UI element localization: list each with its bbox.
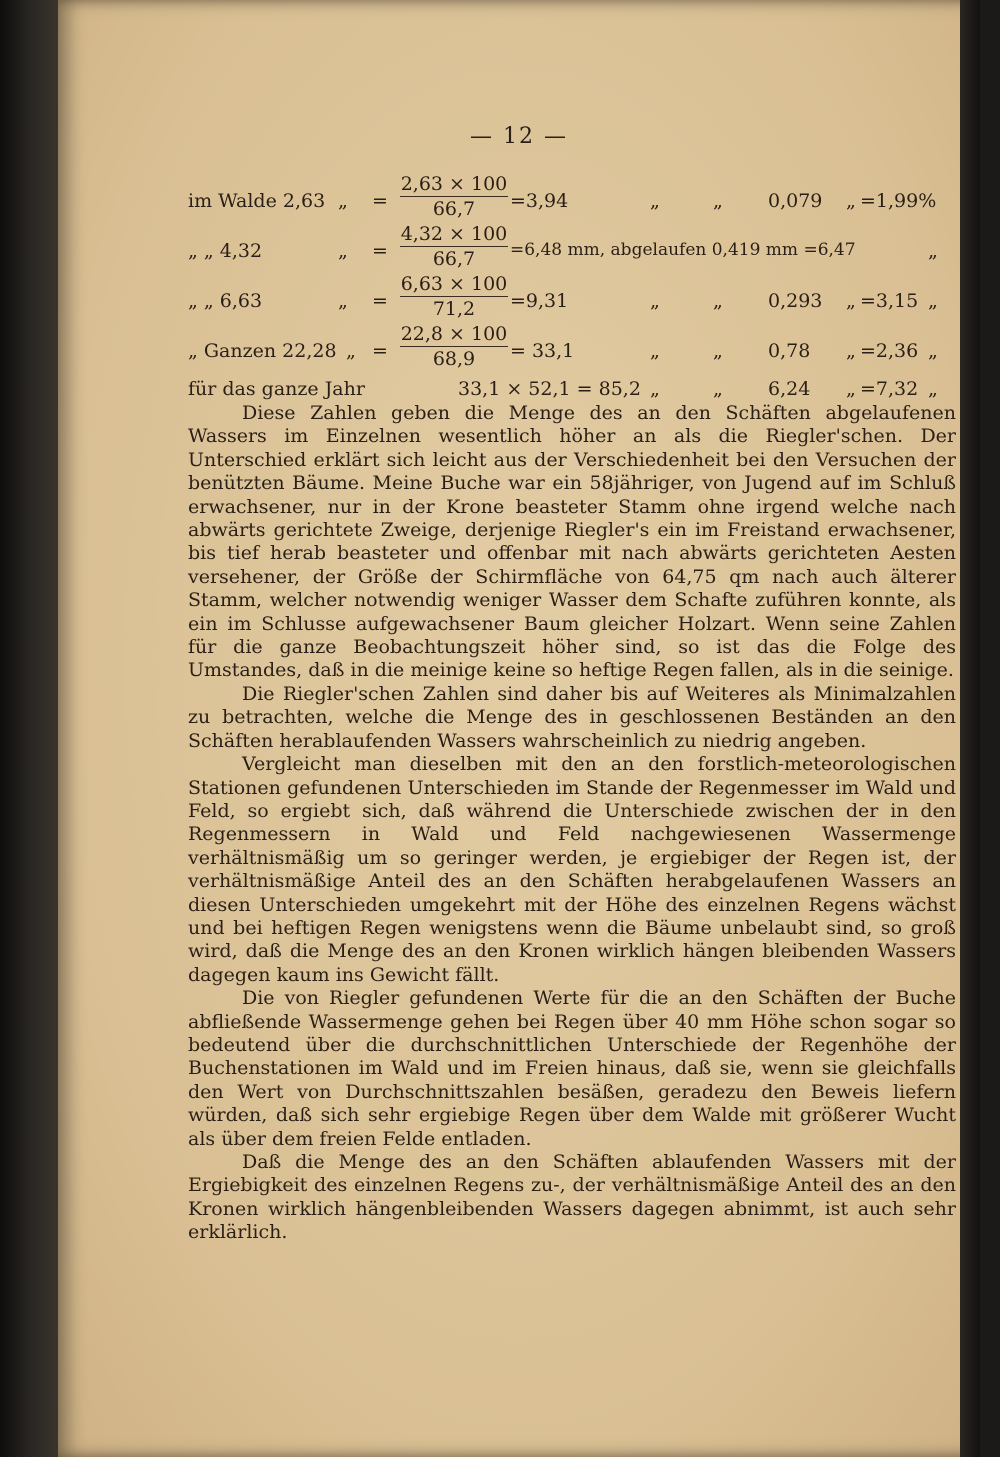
result: =9,31	[510, 290, 569, 312]
ditto-mark: „	[928, 378, 938, 400]
equals-sign: =	[372, 290, 388, 312]
equals-sign: =	[372, 190, 388, 212]
row-label: „ „ 4,32	[188, 240, 263, 262]
paragraph: Daß die Menge des an den Schäften ablaufenden Wassers mit der Ergiebigkeit des einzelnen Regens zu-, der verhältnismäßige Anteil des an den Kronen wirklich hängenbleibenden Wassers dagegen abnimmt, ist auch sehr erklärlich.	[188, 1151, 956, 1244]
paragraph: Vergleicht man dieselben mit den an den forstlich-meteorologischen Stationen gefundenen Unterschieden im Stande der Regenmesser im Wald und Feld, so ergiebt sich, daß während die Unterschiede zwischen der in den Regenmessern in Wald und Feld nachgewiesenen Wassermenge verhältnismäßig um so geringer werden, je ergiebiger der Regen ist, der verhältnismäßige Anteil des an den Schäften herabgelaufenen Wassers an diesen Unterschieden umgekehrt mit der Höhe des einzelnen Regens wächst und bei heftigen Regen wenigstens wenn die Bäume unbelaubt sind, so groß wird, daß die Menge des an den Kronen wirklich hängen bleibenden Wassers dagegen kaum ins Gewicht fällt.	[188, 753, 956, 986]
paragraph: Die Riegler'schen Zahlen sind daher bis auf Weiteres als Minimalzahlen zu betrachten, welche die Menge des in geschlossenen Beständen an den Schäften herablaufenden Wassers wahrscheinlich zu niedrig angeben.	[188, 682, 956, 752]
percent-value: =2,36	[860, 340, 919, 362]
ditto-mark: „	[928, 340, 938, 362]
row-label: im Walde 2,63	[188, 190, 326, 212]
row-label: „ Ganzen 22,28	[188, 340, 337, 362]
ditto-mark: „	[650, 378, 660, 400]
ditto-mark: „	[713, 190, 723, 212]
book-binding	[0, 0, 58, 1457]
fraction	[400, 172, 508, 221]
percent-value: =7,32	[860, 378, 919, 400]
result: = 33,1	[510, 340, 575, 362]
calc-row-3	[188, 272, 958, 322]
ditto-mark: „	[346, 340, 356, 362]
ditto-mark: „	[713, 290, 723, 312]
paragraph: Die von Riegler gefundenen Werte für die an den Schäften der Buche abfließende Wassermenge gehen bei Regen über 40 mm Höhe schon sogar so bedeutend über die durchschnittlichen Unterschiede der Regenhöhe der Buchenstationen im Wald und im Freien hinaus, daß sie, wenn sie gleichfalls den Wert von Durchschnittszahlen besäßen, geradezu den Beweis liefern würden, daß sich sehr ergiebige Regen über dem Walde mit größerer Wucht als über dem freien Felde entladen.	[188, 987, 956, 1150]
ditto-mark: „	[713, 378, 723, 400]
row-label: für das ganze Jahr	[188, 378, 365, 400]
fraction-denominator: 66,7	[432, 198, 476, 220]
ditto-mark: „	[338, 190, 348, 212]
result: =3,94	[510, 190, 569, 212]
result: =6,48 mm, abgelaufen 0,419 mm =6,47	[510, 240, 856, 260]
page-edge	[960, 0, 980, 1457]
expression: 33,1 × 52,1 = 85,2	[458, 378, 641, 400]
ditto-mark: „	[846, 290, 856, 312]
page-number: — 12 —	[470, 124, 568, 149]
ditto-mark: „	[846, 190, 856, 212]
fraction	[400, 272, 508, 321]
fraction-numerator: 4,32 × 100	[400, 223, 508, 245]
calculation-table	[188, 172, 958, 372]
runoff-value: 0,079	[768, 190, 823, 212]
ditto-mark: „	[338, 240, 348, 262]
fraction	[400, 222, 508, 271]
runoff-value: 0,78	[768, 340, 811, 362]
ditto-mark: „	[650, 190, 660, 212]
equals-sign: =	[372, 340, 388, 362]
book-page	[58, 0, 980, 1457]
fraction-numerator: 22,8 × 100	[400, 323, 508, 345]
fraction	[400, 322, 508, 371]
runoff-value: 6,24	[768, 378, 811, 400]
fraction-denominator: 71,2	[432, 298, 476, 320]
fraction-numerator: 6,63 × 100	[400, 273, 508, 295]
ditto-mark: „	[650, 290, 660, 312]
fraction-denominator: 68,9	[432, 348, 476, 370]
body-text	[188, 402, 956, 1245]
equals-sign: =	[372, 240, 388, 262]
ditto-mark: „	[338, 290, 348, 312]
ditto-mark: „	[846, 378, 856, 400]
ditto-mark: „	[928, 240, 938, 262]
ditto-mark: „	[713, 340, 723, 362]
row-label: „ „ 6,63	[188, 290, 263, 312]
calc-row-2	[188, 222, 958, 272]
fraction-numerator: 2,63 × 100	[400, 173, 508, 195]
calc-row-forest	[188, 172, 958, 222]
fraction-denominator: 66,7	[432, 248, 476, 270]
percent-value: =3,15	[860, 290, 919, 312]
runoff-value: 0,293	[768, 290, 823, 312]
ditto-mark: „	[846, 340, 856, 362]
paragraph: Diese Zahlen geben die Menge des an den Schäften abgelaufenen Wassers im Einzelnen wesentlich höher an als die Riegler'schen. Der Unterschied erklärt sich leicht aus der Verschiedenheit bei den Versuchen der benützten Bäume. Meine Buche war ein 58jähriger, von Jugend auf im Schluß erwachsener, nur in der Krone beasteter Stamm ohne irgend welche nach abwärts gerichtete Zweige, derjenige Riegler's ein im Freistand erwachsener, bis tief herab beasteter und offenbar mit nach abwärts gerichteten Aesten versehener, der Größe der Schirmfläche von 64,75 qm nach auch älterer Stamm, welcher notwendig weniger Wasser dem Schafte zuführen konnte, als ein im Schlusse aufgewachsener Baum gleicher Holzart. Wenn seine Zahlen für die ganze Beobachtungszeit höher sind, so ist das die Folge des Umstandes, daß in die meinige keine so heftige Regen fallen, als in die seinige.	[188, 402, 956, 682]
calc-row-total	[188, 322, 958, 372]
ditto-mark: „	[928, 290, 938, 312]
percent-value: =1,99%	[860, 190, 937, 212]
ditto-mark: „	[650, 340, 660, 362]
